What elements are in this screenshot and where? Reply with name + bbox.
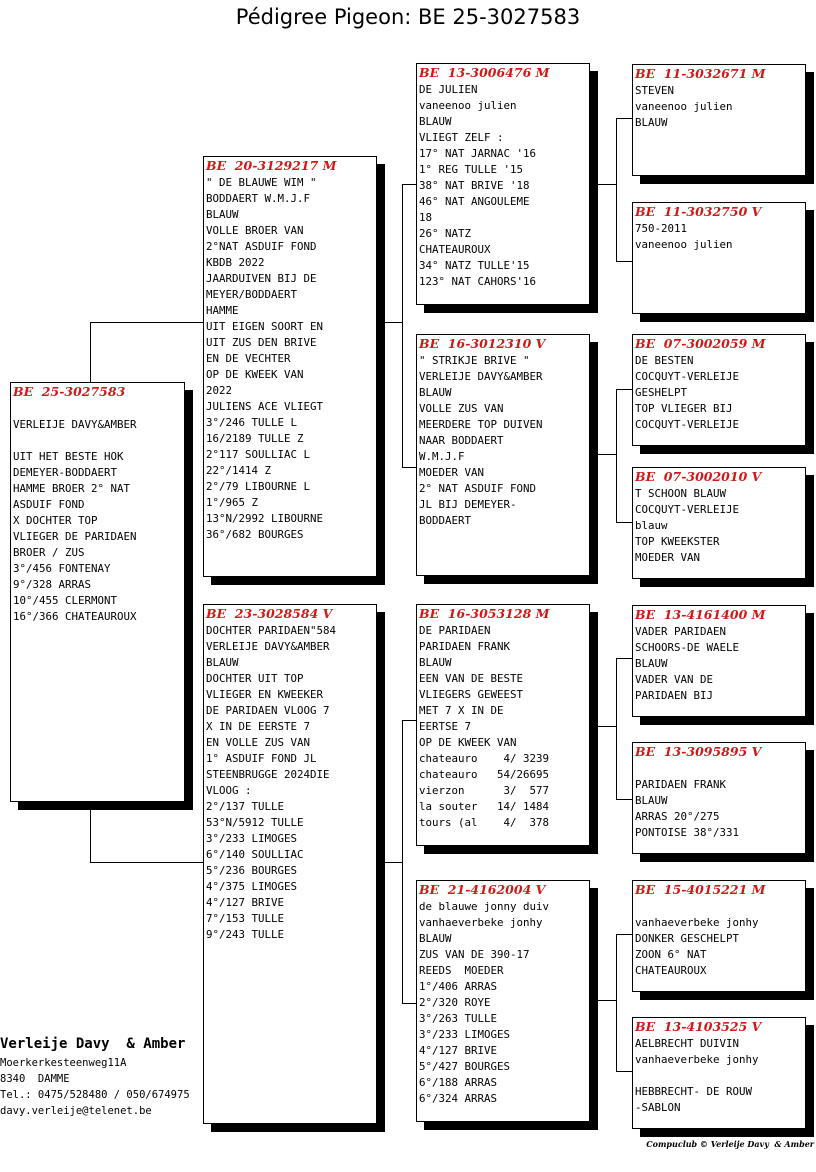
info-line: OP DE KWEEK VAN	[206, 368, 304, 381]
copyright-footer: Compuclub © Verleije Davy & Amber	[646, 1139, 814, 1149]
info-line: MET 7 X IN DE	[419, 704, 504, 717]
info-line: X DOCHTER TOP	[13, 514, 98, 527]
pigeon-info	[419, 899, 589, 1107]
ring-number: BE 16-3053128 M	[419, 606, 550, 621]
info-line: EERTSE 7	[419, 720, 472, 733]
info-line: 1° ASDUIF FOND JL	[206, 752, 317, 765]
info-line: BLAUW	[419, 932, 452, 945]
info-line: MOEDER VAN	[635, 551, 701, 564]
info-line: VOLLE BROER VAN	[206, 224, 304, 237]
connector-line	[598, 726, 616, 727]
info-line: CHATEAUROUX	[419, 243, 491, 256]
info-line: 2°NAT ASDUIF FOND	[206, 240, 317, 253]
info-line: ASDUIF FOND	[13, 498, 85, 511]
pigeon-card-mf-father[interactable]	[632, 605, 806, 717]
pigeon-card-father[interactable]	[203, 156, 377, 577]
ring-number: BE 07-3002010 V	[635, 469, 762, 484]
info-line: 3°/233 LIMOGES	[419, 1028, 511, 1041]
connector-line	[402, 720, 417, 1004]
info-line: NAAR BODDAERT	[419, 434, 504, 447]
pigeon-info	[635, 624, 805, 704]
info-line: 17° NAT JARNAC '16	[419, 147, 537, 160]
owner-name: Verleije Davy & Amber	[0, 1036, 186, 1052]
pigeon-card-mother-mother[interactable]	[416, 880, 590, 1122]
pigeon-info	[635, 353, 805, 433]
pigeon-info	[13, 401, 184, 625]
pigeon-info	[206, 623, 376, 943]
info-line: EN DE VECHTER	[206, 352, 291, 365]
info-line: EN VOLLE ZUS VAN	[206, 736, 311, 749]
info-line: vaneenoo julien	[635, 238, 733, 251]
info-line: 46° NAT ANGOULEME	[419, 195, 530, 208]
info-line: 750-2011	[635, 222, 688, 235]
info-line: 3°/246 TULLE L	[206, 416, 298, 429]
info-line: MOEDER VAN	[419, 466, 485, 479]
owner-phone: Tel.: 0475/528480 / 050/674975	[0, 1089, 190, 1101]
info-line	[635, 899, 805, 915]
info-line: tours (al 4/ 378	[419, 816, 550, 829]
info-line: BROER / ZUS	[13, 546, 85, 559]
ring-number: BE 13-3006476 M	[419, 65, 550, 80]
ring-number: BE 20-3129217 M	[206, 158, 337, 173]
info-line: vaneenoo julien	[419, 99, 517, 112]
info-line: BLAUW	[635, 116, 668, 129]
info-line: VLIEGER EN KWEEKER	[206, 688, 324, 701]
info-line: 1°/406 ARRAS	[419, 980, 498, 993]
info-line	[13, 401, 184, 417]
pigeon-info	[419, 353, 589, 529]
info-line	[13, 433, 184, 449]
ring-number: BE 07-3002059 M	[635, 336, 766, 351]
info-line: PARIDAEN FRANK	[419, 640, 511, 653]
pigeon-info	[206, 175, 376, 543]
connector-line	[385, 322, 402, 323]
connector-line	[616, 934, 633, 1072]
info-line: chateauro 4/ 3239	[419, 752, 550, 765]
info-line: 34° NATZ TULLE'15	[419, 259, 530, 272]
info-line: VADER PARIDAEN	[635, 625, 727, 638]
info-line: 6°/140 SOULLIAC	[206, 848, 304, 861]
info-line: 3°/233 LIMOGES	[206, 832, 298, 845]
pigeon-card-fm-mother[interactable]	[632, 467, 806, 579]
info-line: VERLEIJE DAVY&AMBER	[206, 640, 330, 653]
pigeon-info	[635, 83, 805, 131]
info-line: KBDB 2022	[206, 256, 265, 269]
info-line: 1°/965 Z	[206, 496, 259, 509]
info-line: 4°/127 BRIVE	[419, 1044, 498, 1057]
info-line: MEERDERE TOP DUIVEN	[419, 418, 543, 431]
info-line: VLIEGERS GEWEEST	[419, 688, 524, 701]
info-line: 2°/79 LIBOURNE L	[206, 480, 311, 493]
info-line: BLAUW	[635, 657, 668, 670]
info-line: ZOON 6° NAT	[635, 948, 707, 961]
info-line: 36°/682 BOURGES	[206, 528, 304, 541]
info-line: DE PARIDAEN	[419, 624, 491, 637]
info-line: HAMME BROER 2° NAT	[13, 482, 131, 495]
info-line: DEMEYER-BODDAERT	[13, 466, 118, 479]
info-line: chateauro 54/26695	[419, 768, 550, 781]
info-line: 6°/324 ARRAS	[419, 1092, 498, 1105]
info-line: DOCHTER UIT TOP	[206, 672, 304, 685]
info-line: VLIEGER DE PARIDAEN	[13, 530, 137, 543]
info-line: VLIEGT ZELF :	[419, 131, 504, 144]
info-line: W.M.J.F	[419, 450, 465, 463]
info-line: HEBBRECHT- DE ROUW	[635, 1085, 753, 1098]
pigeon-info	[635, 761, 805, 841]
info-line: VERLEIJE DAVY&AMBER	[419, 370, 543, 383]
info-line: T SCHOON BLAUW	[635, 487, 727, 500]
info-line: 4°/375 LIMOGES	[206, 880, 298, 893]
info-line: EEN VAN DE BESTE	[419, 672, 524, 685]
info-line: VLOOG :	[206, 784, 252, 797]
pigeon-info	[635, 1036, 805, 1116]
connector-line	[385, 862, 402, 863]
info-line: JULIENS ACE VLIEGT	[206, 400, 324, 413]
info-line: " DE BLAUWE WIM "	[206, 176, 317, 189]
info-line: blauw	[635, 519, 668, 532]
pigeon-card-fm-father[interactable]	[632, 334, 806, 446]
info-line: 5°/427 BOURGES	[419, 1060, 511, 1073]
info-line: BODDAERT W.M.J.F	[206, 192, 311, 205]
info-line: 13°N/2992 LIBOURNE	[206, 512, 324, 525]
ring-number: BE 11-3032671 M	[635, 66, 766, 81]
info-line: PARIDAEN BIJ	[635, 689, 714, 702]
info-line: TOP VLIEGER BIJ	[635, 402, 733, 415]
ring-number: BE 16-3012310 V	[419, 336, 546, 351]
info-line: de blauwe jonny duiv	[419, 900, 550, 913]
info-line: 53°N/5912 TULLE	[206, 816, 304, 829]
pigeon-card-father-mother[interactable]	[416, 334, 590, 576]
info-line: 18	[419, 211, 433, 224]
page-title: Pédigree Pigeon: BE 25-3027583	[235, 5, 581, 29]
connector-line	[402, 184, 417, 468]
pigeon-card-mother[interactable]	[203, 604, 377, 1124]
info-line: BLAUW	[635, 794, 668, 807]
info-line: DE PARIDAEN VLOOG 7	[206, 704, 330, 717]
pigeon-card-mother-father[interactable]	[416, 604, 590, 846]
info-line: 2022	[206, 384, 233, 397]
pigeon-card-mm-father[interactable]	[632, 880, 806, 992]
connector-line	[616, 118, 633, 262]
connector-line	[90, 810, 204, 863]
owner-street: Moerkerkesteenweg11A	[0, 1057, 127, 1069]
info-line: DONKER GESCHELPT	[635, 932, 740, 945]
connector-line	[598, 1000, 616, 1001]
info-line: 38° NAT BRIVE '18	[419, 179, 530, 192]
connector-line	[616, 389, 633, 523]
pigeon-card-mf-mother[interactable]	[632, 742, 806, 854]
info-line: 9°/243 TULLE	[206, 928, 285, 941]
info-line: 16/2189 TULLE Z	[206, 432, 304, 445]
info-line: 7°/153 TULLE	[206, 912, 285, 925]
info-line: COCQUYT-VERLEIJE	[635, 370, 740, 383]
owner-city: 8340 DAMME	[0, 1073, 70, 1085]
ring-number: BE 13-4103525 V	[635, 1019, 762, 1034]
info-line: STEVEN	[635, 84, 675, 97]
connector-line	[90, 322, 204, 383]
owner-info	[0, 1035, 190, 1119]
info-line: OP DE KWEEK VAN	[419, 736, 517, 749]
pigeon-info	[419, 82, 589, 290]
connector-line	[598, 454, 616, 455]
info-line: X IN DE EERSTE 7	[206, 720, 311, 733]
info-line: BLAUW	[419, 656, 452, 669]
info-line: TOP KWEEKSTER	[635, 535, 720, 548]
info-line: BLAUW	[419, 386, 452, 399]
info-line: PARIDAEN FRANK	[635, 778, 727, 791]
info-line: 4°/127 BRIVE	[206, 896, 285, 909]
pigeon-card-ff-mother[interactable]	[632, 202, 806, 314]
connector-line	[616, 658, 633, 800]
info-line: la souter 14/ 1484	[419, 800, 550, 813]
ring-number: BE 23-3028584 V	[206, 606, 333, 621]
info-line: DOCHTER PARIDAEN"584	[206, 624, 337, 637]
owner-email[interactable]: davy.verleije@telenet.be	[0, 1105, 152, 1117]
info-line: UIT EIGEN SOORT EN	[206, 320, 324, 333]
pigeon-card-ff-father[interactable]	[632, 64, 806, 176]
info-line: VERLEIJE DAVY&AMBER	[13, 418, 137, 431]
info-line: COCQUYT-VERLEIJE	[635, 503, 740, 516]
info-line: PONTOISE 38°/331	[635, 826, 740, 839]
info-line: ARRAS 20°/275	[635, 810, 720, 823]
info-line: vaneenoo julien	[635, 100, 733, 113]
info-line: BLAUW	[206, 208, 239, 221]
pigeon-card-subject[interactable]	[10, 382, 185, 802]
pigeon-info	[635, 221, 805, 253]
info-line: 26° NATZ	[419, 227, 472, 240]
info-line: DE BESTEN	[635, 354, 694, 367]
info-line: 16°/366 CHATEAUROUX	[13, 610, 137, 623]
info-line: SCHOORS-DE WAELE	[635, 641, 740, 654]
ring-number: BE 13-3095895 V	[635, 744, 762, 759]
info-line: 123° NAT CAHORS'16	[419, 275, 537, 288]
ring-number: BE 25-3027583	[13, 384, 126, 399]
info-line: 22°/1414 Z	[206, 464, 272, 477]
info-line: REEDS MOEDER	[419, 964, 504, 977]
info-line: BODDAERT	[419, 514, 472, 527]
connector-line	[598, 184, 616, 185]
pigeon-card-mm-mother[interactable]	[632, 1017, 806, 1129]
info-line	[635, 761, 805, 777]
info-line: ZUS VAN DE 390-17	[419, 948, 530, 961]
info-line: 2°/320 ROYE	[419, 996, 491, 1009]
ring-number: BE 21-4162004 V	[419, 882, 546, 897]
info-line: 5°/236 BOURGES	[206, 864, 298, 877]
info-line: BLAUW	[419, 115, 452, 128]
info-line: VOLLE ZUS VAN	[419, 402, 504, 415]
info-line: 2°/137 TULLE	[206, 800, 285, 813]
info-line: UIT HET BESTE HOK	[13, 450, 124, 463]
info-line: COCQUYT-VERLEIJE	[635, 418, 740, 431]
info-line: DE JULIEN	[419, 83, 478, 96]
info-line: 3°/263 TULLE	[419, 1012, 498, 1025]
info-line: 2°117 SOULLIAC L	[206, 448, 311, 461]
info-line: HAMME	[206, 304, 239, 317]
info-line: -SABLON	[635, 1101, 681, 1114]
pigeon-card-father-father[interactable]	[416, 63, 590, 305]
ring-number: BE 13-4161400 M	[635, 607, 766, 622]
info-line: UIT ZUS DEN BRIVE	[206, 336, 317, 349]
info-line: vanhaeverbeke jonhy	[635, 916, 759, 929]
pigeon-info	[635, 486, 805, 566]
info-line: JAARDUIVEN BIJ DE	[206, 272, 317, 285]
info-line: 9°/328 ARRAS	[13, 578, 92, 591]
info-line: JL BIJ DEMEYER-	[419, 498, 517, 511]
info-line: 1° REG TULLE '15	[419, 163, 524, 176]
info-line: CHATEAUROUX	[635, 964, 707, 977]
info-line: AELBRECHT DUIVIN	[635, 1037, 740, 1050]
info-line: 10°/455 CLERMONT	[13, 594, 118, 607]
info-line: GESHELPT	[635, 386, 688, 399]
ring-number: BE 15-4015221 M	[635, 882, 766, 897]
info-line: STEENBRUGGE 2024DIE	[206, 768, 330, 781]
info-line: VADER VAN DE	[635, 673, 714, 686]
info-line	[635, 1068, 805, 1084]
info-line: MEYER/BODDAERT	[206, 288, 298, 301]
info-line: vanhaeverbeke jonhy	[635, 1053, 759, 1066]
info-line: 6°/188 ARRAS	[419, 1076, 498, 1089]
info-line: vierzon 3/ 577	[419, 784, 550, 797]
info-line: vanhaeverbeke jonhy	[419, 916, 543, 929]
pigeon-info	[419, 623, 589, 831]
info-line: BLAUW	[206, 656, 239, 669]
info-line: 2° NAT ASDUIF FOND	[419, 482, 537, 495]
pigeon-info	[635, 899, 805, 979]
info-line: 3°/456 FONTENAY	[13, 562, 111, 575]
ring-number: BE 11-3032750 V	[635, 204, 762, 219]
info-line: " STRIKJE BRIVE "	[419, 354, 530, 367]
